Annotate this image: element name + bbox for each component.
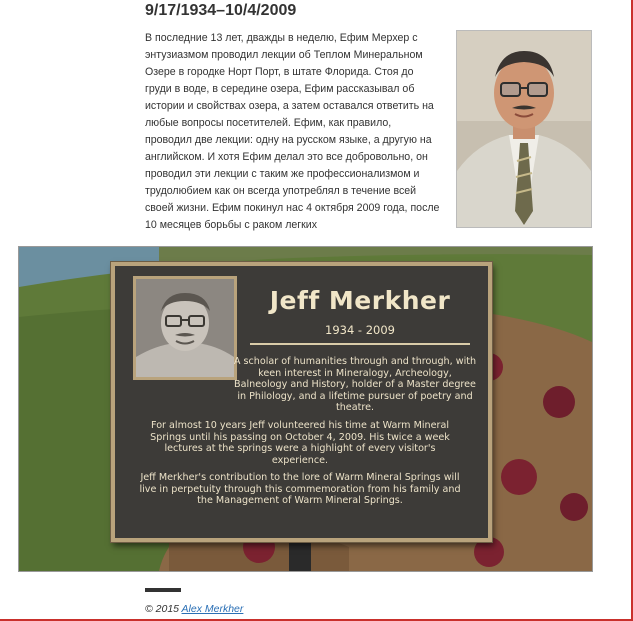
memorial-plaque-photo — [18, 246, 593, 572]
plaque-paragraph-3: Jeff Merkher's contribution to the lore of Warm Mineral Springs will live in perpetuity through this commemoration from his family and the Management of Warm Mineral Springs. — [139, 472, 461, 506]
plaque-paragraph-1: A scholar of humanities through and through, with keen interest in Mineralogy, Archeology, Balneology and History, holder of a Master degree in Philology, and a lifetime pursuer of poetry and theatre. — [233, 356, 477, 413]
plaque-name: Jeff Merkher — [269, 286, 451, 315]
memorial-plaque — [111, 262, 492, 542]
footer-divider — [145, 588, 181, 592]
plaque-portrait-etching — [133, 276, 237, 380]
footer-copyright — [145, 603, 243, 615]
plaque-dates: 1934 - 2009 — [325, 323, 395, 337]
portrait-photo — [456, 30, 592, 228]
portrait-illustration — [457, 31, 591, 227]
plaque-divider — [250, 343, 470, 345]
biography-paragraph: В последние 13 лет, дважды в неделю, Ефим Мерхер с энтузиазмом проводил лекции об Теплом Минеральном Озере в городке Норт Порт, в штате Флорида. Стоя до груди в воде, в середине озера, Ефим рассказывал об истории и свойствах озера, а затем оставался ответить на любые вопросы посетителей. Ефим, как правило, проводил две лекции: одну на русском языке, а другую на английском. И хотя Ефим делал это все добровольно, он проводил эти лекции с таким же профессионализмом и трудолюбием как он всегда употреблял в течение всей своей жизни. Ефим покинул нас 4 октября 2009 года, после 10 месяцев борьбы с раком легких — [145, 32, 440, 231]
author-link[interactable]: Alex Merkher — [181, 603, 244, 615]
plaque-paragraph-2: For almost 10 years Jeff volunteered his time at Warm Mineral Springs until his passing on October 4, 2009. His twice a week lectures at the springs were a highlight of every visitor's experience. — [150, 420, 450, 466]
copyright-text: © 2015 — [145, 603, 180, 615]
plaque-portrait-illustration — [136, 279, 234, 377]
page-title: 9/17/1934–10/4/2009 — [145, 2, 297, 19]
